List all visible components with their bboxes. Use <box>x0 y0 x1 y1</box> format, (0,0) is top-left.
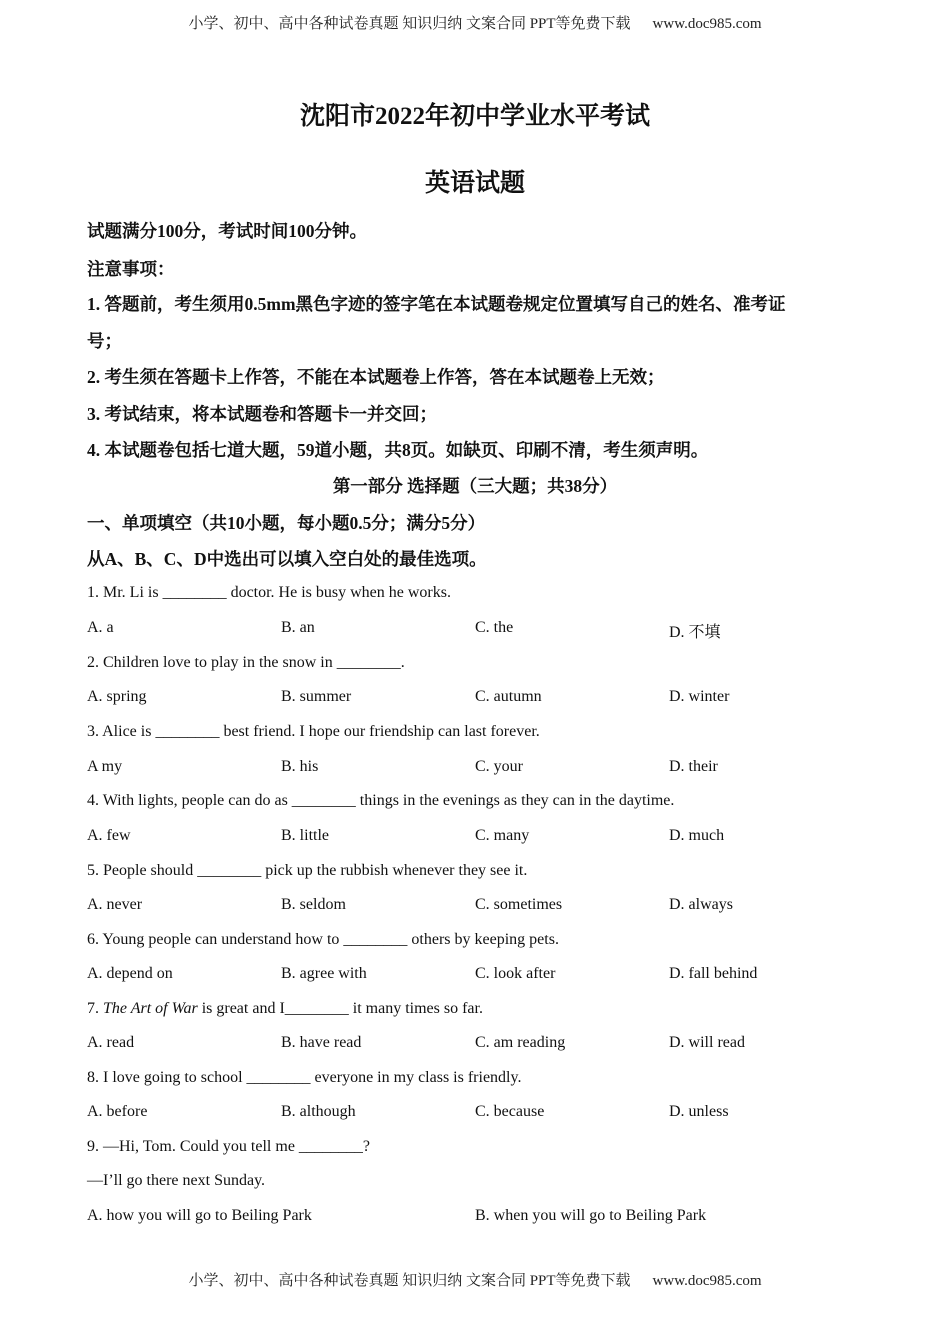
option-a: A. read <box>87 1034 135 1051</box>
question-stem: 3. Alice is ________ best friend. I hope our friendship can last forever. <box>87 723 540 740</box>
notice-item: 2. 考生须在答题卡上作答，不能在本试题卷上作答，答在本试题卷上无效； <box>87 367 665 387</box>
option-b: B. when you will go to Beiling Park <box>475 1207 707 1224</box>
option-b: B. little <box>281 827 329 844</box>
question-stem: 1. Mr. Li is ________ doctor. He is busy when he works. <box>87 584 451 601</box>
notice-item: 4. 本试题卷包括七道大题，59道小题，共8页。如缺页、印刷不清，考生须声明。 <box>87 440 709 460</box>
option-c: C. sometimes <box>475 896 563 913</box>
part-heading: 第一部分 选择题（三大题；共38分） <box>332 476 618 496</box>
stem-prefix: 7. <box>87 1000 103 1017</box>
section-heading: 一、单项填空（共10小题，每小题0.5分；满分5分） <box>87 513 486 533</box>
option-d: D. unless <box>669 1103 729 1120</box>
section-instruction: 从A、B、C、D中选出可以填入空白处的最佳选项。 <box>87 549 487 569</box>
option-d: D. fall behind <box>669 965 758 982</box>
question-stem: 2. Children love to play in the snow in ________. <box>87 654 405 671</box>
footer-text: 小学、初中、高中各种试卷真题 知识归纳 文案合同 PPT等免费下载 <box>188 1273 631 1289</box>
page-footer <box>0 1269 950 1290</box>
book-title: The Art of War <box>103 1000 198 1017</box>
option-d: D. winter <box>669 688 730 705</box>
option-c: C. look after <box>475 965 556 982</box>
option-b: B. summer <box>281 688 352 705</box>
option-c: C. am reading <box>475 1034 566 1051</box>
option-a: A. how you will go to Beiling Park <box>87 1207 312 1224</box>
option-c: C. your <box>475 758 523 775</box>
option-b: B. seldom <box>281 896 346 913</box>
option-a: A. spring <box>87 688 147 705</box>
question-stem: 9. —Hi, Tom. Could you tell me ________? <box>87 1138 371 1155</box>
exam-subtitle: 英语试题 <box>424 170 525 197</box>
question-stem <box>87 1000 483 1018</box>
notice-item: 号； <box>87 331 122 351</box>
option-c: C. many <box>475 827 530 844</box>
footer-site-link[interactable]: www.doc985.com <box>652 1273 762 1289</box>
question-stem: 6. Young people can understand how to ________ others by keeping pets. <box>87 931 559 948</box>
notice-item: 3. 考试结束，将本试题卷和答题卡一并交回； <box>87 404 437 424</box>
option-d: D. their <box>669 758 718 775</box>
option-b: B. agree with <box>281 965 367 982</box>
option-a: A. a <box>87 619 114 636</box>
option-b: B. although <box>281 1103 356 1120</box>
question-stem: 5. People should ________ pick up the rubbish whenever they see it. <box>87 862 528 879</box>
option-c: C. the <box>475 619 514 636</box>
option-d: D. much <box>669 827 725 844</box>
exam-title: 沈阳市2022年初中学业水平考试 <box>299 103 650 130</box>
option-b: B. an <box>281 619 315 636</box>
option-a: A. before <box>87 1103 148 1120</box>
question-dialogue: —I’ll go there next Sunday. <box>87 1172 266 1189</box>
option-a: A. few <box>87 827 131 844</box>
exam-info: 试题满分100分，考试时间100分钟。 <box>87 221 367 241</box>
option-d: D. will read <box>669 1034 745 1051</box>
option-d: D. 不填 <box>669 624 721 641</box>
stem-suffix: is great and I________ it many times so far. <box>197 1000 483 1017</box>
header-site-link[interactable]: www.doc985.com <box>652 16 762 32</box>
option-a: A. depend on <box>87 965 173 982</box>
option-a: A. never <box>87 896 143 913</box>
question-stem: 4. With lights, people can do as ________ things in the evenings as they can in the daytime. <box>87 792 675 809</box>
option-a: A my <box>87 758 123 775</box>
notice-heading: 注意事项： <box>87 259 175 279</box>
option-b: B. his <box>281 758 319 775</box>
option-c: C. because <box>475 1103 545 1120</box>
option-b: B. have read <box>281 1034 362 1051</box>
question-stem: 8. I love going to school ________ everyone in my class is friendly. <box>87 1069 522 1086</box>
page-header <box>0 12 950 33</box>
notice-item: 1. 答题前，考生须用0.5mm黑色字迹的签字笔在本试题卷规定位置填写自己的姓名、准考证 <box>87 294 786 314</box>
header-text: 小学、初中、高中各种试卷真题 知识归纳 文案合同 PPT等免费下载 <box>188 16 631 32</box>
option-c: C. autumn <box>475 688 542 705</box>
option-d: D. always <box>669 896 733 913</box>
